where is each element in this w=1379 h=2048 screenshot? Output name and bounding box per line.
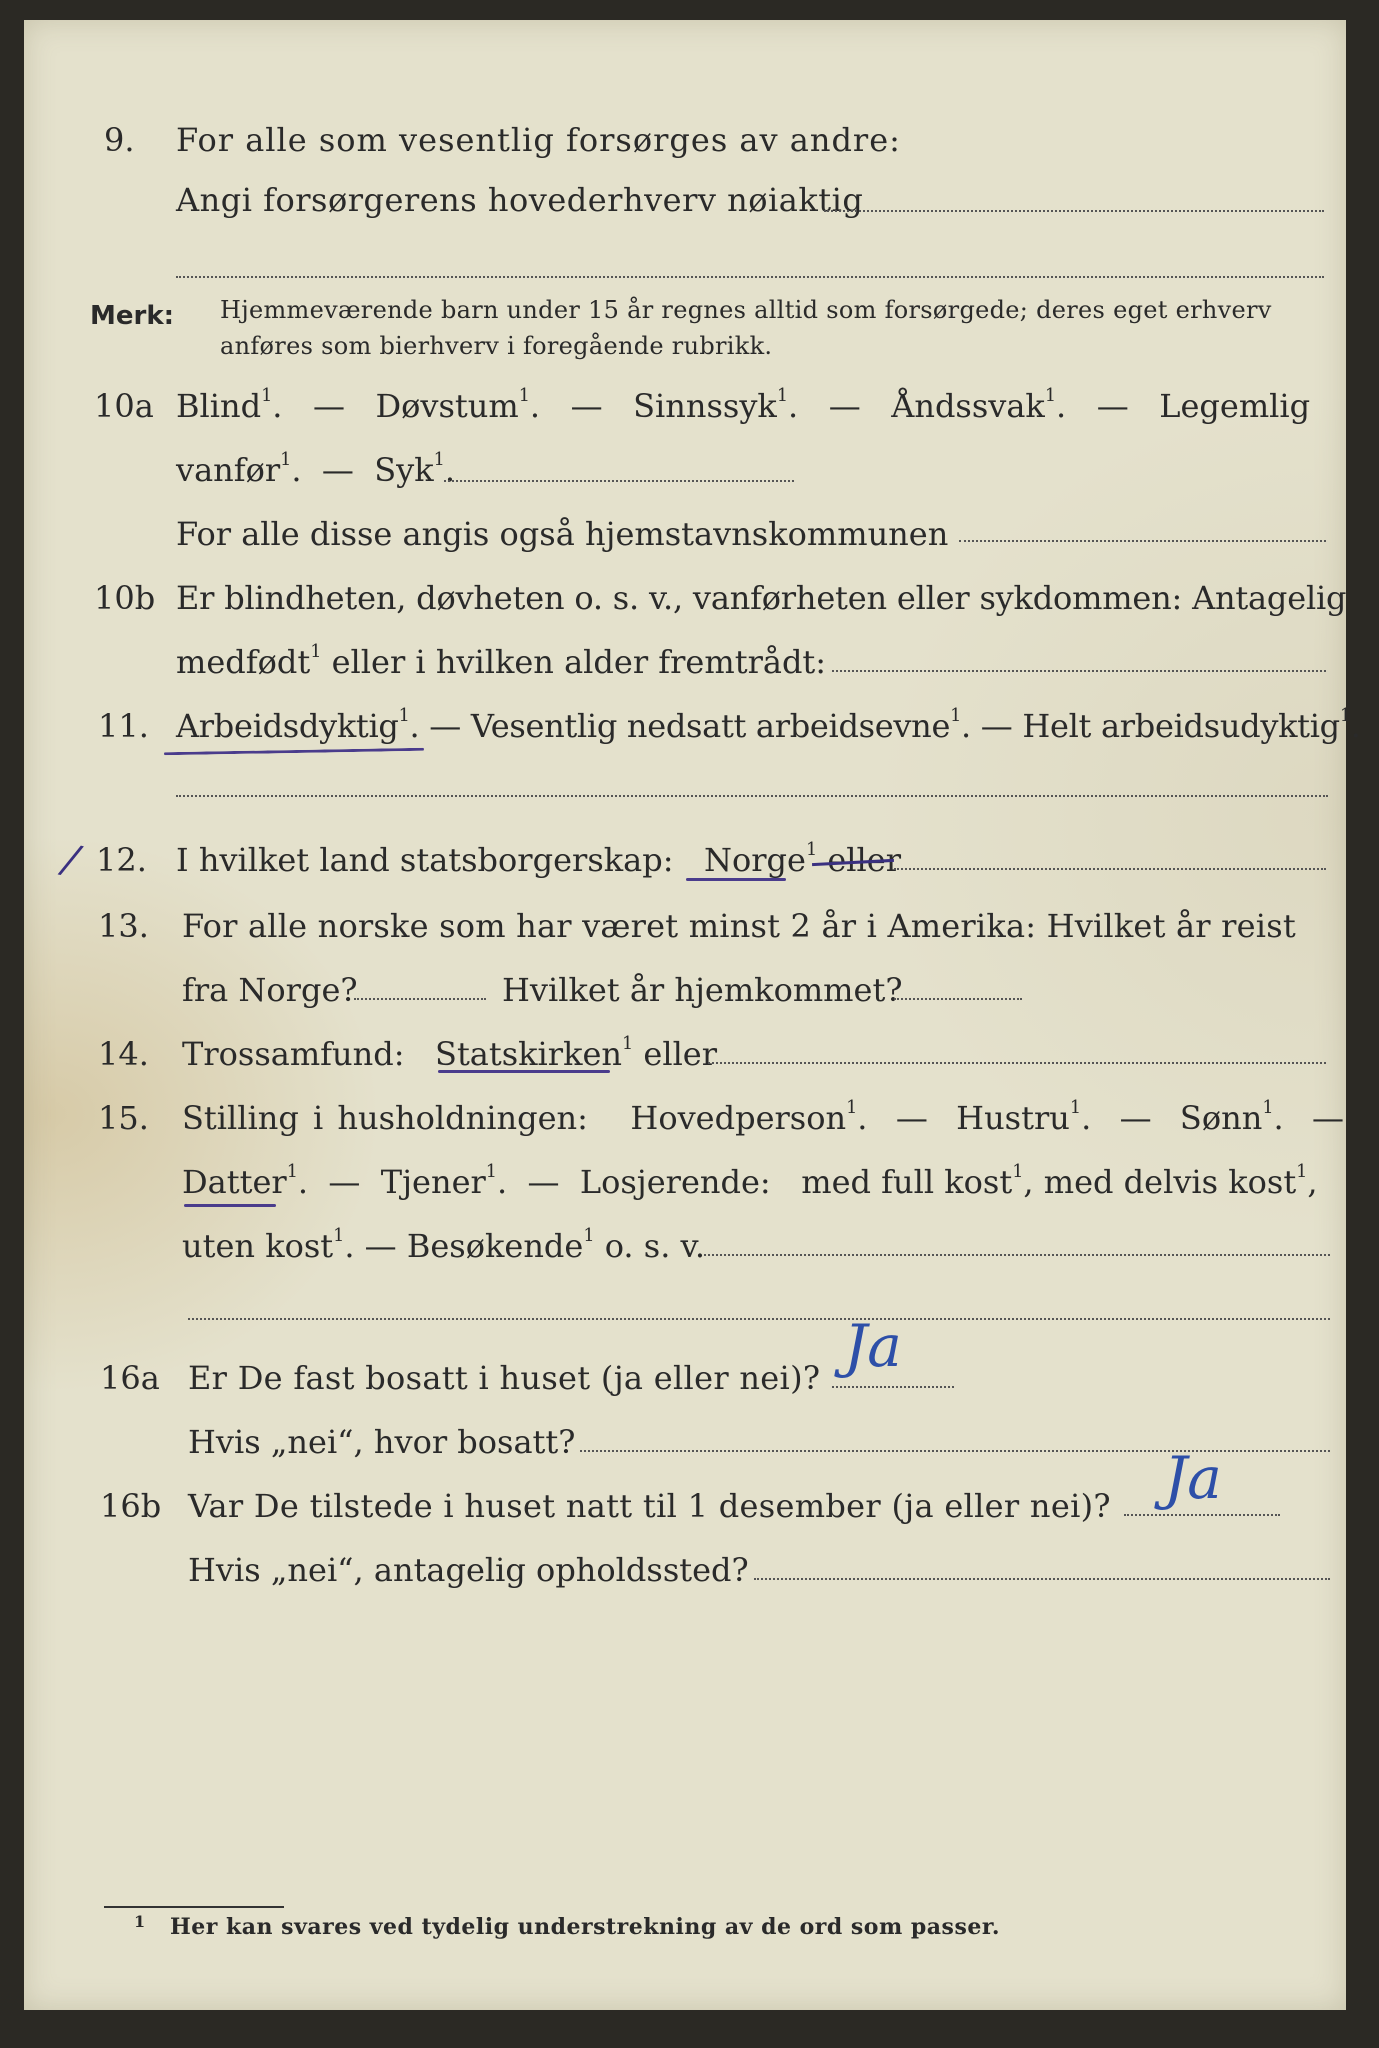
dash: — — [527, 1163, 560, 1201]
q10a-answer-line — [444, 480, 794, 482]
q15-answer-line-2 — [188, 1318, 1330, 1320]
q11-answer-line — [176, 795, 1328, 797]
dot: . — [409, 707, 420, 745]
q11-line — [176, 706, 1361, 746]
opt-norge: Norge — [703, 841, 806, 879]
opt-nedsatt: Vesentlig nedsatt arbeidsevne — [470, 707, 951, 745]
dot: . — [272, 387, 283, 425]
q10a-line3: For alle disse angis også hjemstavnskommunen — [176, 515, 949, 553]
q13-line1: For alle norske som har været minst 2 år i Amerika: Hvilket år reist — [182, 907, 1296, 945]
dot: . — [1350, 707, 1361, 745]
opt-andssvak: Åndssvak — [891, 387, 1045, 425]
dot: . — [857, 1099, 868, 1137]
q14-eller: eller — [643, 1035, 718, 1073]
sup: 1 — [280, 450, 292, 471]
q9-line2: Angi forsørgerens hovederhverv nøiaktig — [176, 181, 864, 219]
dash: — — [895, 1099, 928, 1137]
q15-line1 — [182, 1098, 1344, 1138]
dash: — — [570, 387, 603, 425]
opt-tjener: Tjener — [380, 1163, 486, 1201]
dot: . — [344, 1227, 355, 1265]
sup: 1 — [485, 1162, 497, 1183]
sup: 1 — [333, 1226, 345, 1247]
q16b-answer-line — [1124, 1514, 1280, 1516]
opt-datter: Datter — [182, 1163, 287, 1201]
opt-blind: Blind — [176, 387, 262, 425]
underline-statskirken — [438, 1070, 610, 1073]
opt-syk: Syk — [374, 451, 434, 489]
q15-line2 — [182, 1162, 1318, 1202]
sup: 1 — [286, 1162, 298, 1183]
sup: 1 — [583, 1226, 595, 1247]
q16a-number: 16a — [100, 1359, 160, 1397]
merk-label: Merk: — [90, 301, 175, 331]
q15-answer-line — [704, 1254, 1330, 1256]
q11-number: 11. — [98, 707, 149, 745]
opt-medfodt: medfødt — [176, 643, 311, 681]
sup: 1 — [776, 386, 789, 407]
sup: 1 — [622, 1034, 634, 1055]
q13-reist: fra Norge? — [182, 971, 358, 1009]
q16b-line1: Var De tilstede i huset natt til 1 desember (ja eller nei)? — [188, 1487, 1111, 1525]
opt-arbeidsdyktig: Arbeidsdyktig — [176, 707, 399, 745]
q15-label: Stilling i husholdningen: — [182, 1099, 588, 1137]
dot: . — [1081, 1099, 1092, 1137]
q12-label: I hvilket land statsborgerskap: — [176, 841, 674, 879]
q12-answer-line — [894, 868, 1326, 870]
opt-losjerende: Losjerende: — [579, 1163, 771, 1201]
sup: 1 — [805, 840, 818, 861]
opt-full-kost: med full kost — [801, 1163, 1013, 1201]
underline-datter — [184, 1204, 276, 1207]
q16b-line2: Hvis „nei“, antagelig opholdssted? — [188, 1551, 749, 1589]
dash: — — [970, 707, 1023, 745]
opt-besokende: Besøkende — [406, 1227, 584, 1265]
sup: 1 — [518, 386, 530, 407]
sup: 1 — [310, 642, 322, 663]
opt-delvis-kost: med delvis kost — [1043, 1163, 1297, 1201]
q10b-number: 10b — [94, 579, 156, 617]
q12-number: 12. — [96, 841, 147, 879]
dot: . — [961, 707, 971, 745]
footnote-mark: 1 — [134, 1912, 146, 1931]
q15-osv: o. s. v. — [604, 1227, 705, 1265]
q16b-handwritten-answer: Ja — [1164, 1444, 1222, 1512]
q16a-line2: Hvis „nei“, hvor bosatt? — [188, 1423, 576, 1461]
sup: 1 — [1262, 1098, 1274, 1119]
footnote-rule — [104, 1906, 284, 1908]
q13-number: 13. — [98, 907, 149, 945]
opt-statskirken: Statskirken — [435, 1035, 623, 1073]
dash: — — [1119, 1099, 1152, 1137]
comma: , — [1307, 1163, 1318, 1201]
q10b-alder: eller i hvilken alder fremtrådt: — [321, 643, 827, 681]
dot: . — [1273, 1099, 1284, 1137]
q10a-line1 — [176, 386, 1310, 426]
q16b-opholdssted-line — [754, 1578, 1330, 1580]
underline-norge — [686, 878, 786, 881]
q12-line — [176, 840, 901, 880]
opt-hustru: Hustru — [956, 1099, 1070, 1137]
sup: 1 — [1296, 1162, 1308, 1183]
q12-eller: eller — [827, 841, 901, 879]
q9-number: 9. — [104, 121, 135, 159]
q13-reist-line — [354, 998, 486, 1000]
q9-answer-line — [824, 210, 1324, 212]
q9-answer-line-2 — [176, 276, 1324, 278]
dash: — — [1096, 387, 1129, 425]
sup: 1 — [950, 706, 962, 727]
sup: 1 — [1069, 1098, 1082, 1119]
opt-uten-kost: uten kost — [182, 1227, 334, 1265]
dot: . — [444, 451, 455, 489]
q13-hjemkommet: Hvilket år hjemkommet? — [502, 971, 903, 1009]
q14-answer-line — [708, 1062, 1326, 1064]
dot: . — [291, 451, 302, 489]
q16a-line1: Er De fast bosatt i huset (ja eller nei)? — [188, 1359, 821, 1397]
q9-line1: For alle som vesentlig forsørges av andre: — [176, 121, 901, 159]
q13-hjemkommet-line — [894, 998, 1022, 1000]
q16a-answer-line — [832, 1386, 954, 1388]
q10b-line2 — [176, 642, 826, 682]
opt-dovstum: Døvstum — [375, 387, 519, 425]
q10a-number: 10a — [94, 387, 154, 425]
dot: . — [788, 387, 799, 425]
opt-vanfor: vanfør — [176, 451, 281, 489]
opt-legemlig: Legemlig — [1159, 387, 1311, 425]
sup: 1 — [398, 706, 410, 727]
opt-sonn: Sønn — [1179, 1099, 1263, 1137]
sup: 1 — [433, 450, 445, 471]
dash: — — [828, 387, 861, 425]
dot: . — [497, 1163, 508, 1201]
dash: — — [321, 451, 354, 489]
q14-label: Trossamfund: — [182, 1035, 405, 1073]
dot: . — [529, 387, 541, 425]
dash: — — [312, 387, 345, 425]
opt-udyktig: Helt arbeidsudyktig — [1022, 707, 1340, 745]
q10b-answer-line — [832, 670, 1326, 672]
sup: 1 — [1012, 1162, 1024, 1183]
sup: 1 — [846, 1098, 858, 1119]
sup: 1 — [1044, 386, 1057, 407]
q10a-line2 — [176, 450, 455, 490]
opt-sinnssyk: Sinnssyk — [633, 387, 777, 425]
q10a-hjemstavn-line — [959, 540, 1326, 542]
dash: — — [364, 1227, 397, 1265]
sup: 1 — [261, 386, 273, 407]
dash: — — [419, 707, 471, 745]
merk-line1: Hjemmeværende barn under 15 år regnes alltid som forsørgede; deres eget erhverv — [220, 296, 1272, 324]
dash: — — [1312, 1099, 1345, 1137]
census-form-page — [24, 20, 1361, 2010]
dot: . — [297, 1163, 309, 1201]
underline-arbeidsdyktig — [164, 748, 424, 756]
footnote-text: Her kan svares ved tydelig understrekning av de ord som passer. — [170, 1914, 1001, 1940]
q16b-number: 16b — [100, 1487, 162, 1525]
q16a-handwritten-answer: Ja — [844, 1312, 902, 1380]
dot: . — [1056, 387, 1067, 425]
comma: , — [1023, 1163, 1034, 1201]
sup: 1 — [1339, 706, 1351, 727]
opt-hovedperson: Hovedperson — [630, 1099, 847, 1137]
q14-number: 14. — [98, 1035, 149, 1073]
q12-margin-mark: / — [59, 836, 83, 884]
dash: — — [328, 1163, 361, 1201]
q15-line3 — [182, 1226, 705, 1266]
q10b-line1: Er blindheten, døvheten o. s. v., vanførheten eller sykdommen: Antagelig — [176, 579, 1347, 617]
q14-line — [182, 1034, 717, 1074]
merk-line2: anføres som bierhverv i foregående rubrikk. — [220, 332, 773, 360]
q15-number: 15. — [98, 1099, 149, 1137]
